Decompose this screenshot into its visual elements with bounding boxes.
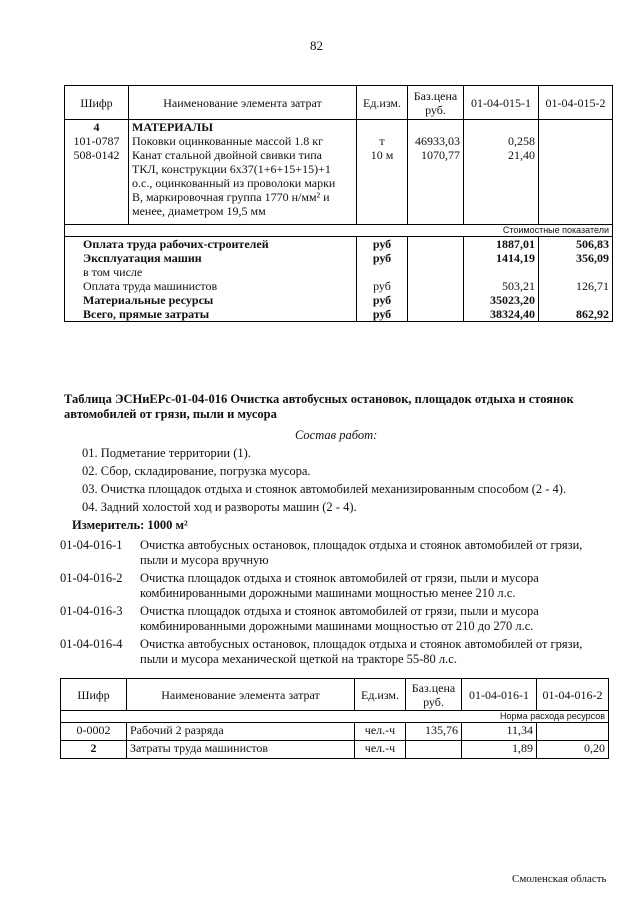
col-header: 01-04-016-1 bbox=[462, 679, 537, 711]
row-name: Рабочий 2 разряда bbox=[127, 723, 355, 741]
row-value bbox=[539, 148, 613, 224]
table-title: Таблица ЭСНиЕРс-01-04-016 Очистка автобусных остановок, площадок отдыха и стоянок bbox=[64, 392, 574, 406]
row-unit: чел.-ч bbox=[355, 723, 406, 741]
item-desc: комбинированными дорожными машинами мощностью от 210 до 270 л.с. bbox=[140, 619, 534, 633]
item-code: 01-04-016-1 bbox=[60, 538, 123, 552]
col-header: Ед.изм. bbox=[357, 86, 408, 120]
row-value: 0,20 bbox=[537, 741, 609, 759]
footer-region: Смоленская область bbox=[512, 873, 607, 885]
item-code: 01-04-016-4 bbox=[60, 637, 123, 651]
col-header: Наименование элемента затрат bbox=[127, 679, 355, 711]
row-unit: чел.-ч bbox=[355, 741, 406, 759]
row-name: Канат стальной двойной свивки типа ТКЛ, конструкции 6х37(1+6+15+15)+1 о.с., оцинкованный из проволоки марки В, маркировочная группа 1770 н/мм² и менее, диаметром 19,5 мм bbox=[129, 148, 357, 224]
measure: Измеритель: 1000 м² bbox=[72, 518, 188, 532]
row-value: 11,34 bbox=[462, 723, 537, 741]
col-header: Шифр bbox=[65, 86, 129, 120]
col-header: Ед.изм. bbox=[355, 679, 406, 711]
summary-row: Оплата труда машинистов руб 503,21 126,71 bbox=[65, 279, 613, 293]
row-code: 0-0002 bbox=[61, 723, 127, 741]
col-header: 01-04-015-2 bbox=[539, 86, 613, 120]
row-value bbox=[537, 723, 609, 741]
row-unit: 10 м bbox=[357, 148, 408, 224]
col-header: Баз.цена руб. bbox=[408, 86, 464, 120]
row-code: 508-0142 bbox=[65, 148, 129, 224]
col-header: 01-04-015-1 bbox=[464, 86, 539, 120]
summary-row: Эксплуатация машин руб 1414,19 356,09 bbox=[65, 251, 613, 265]
page-number: 82 bbox=[310, 38, 323, 53]
resource-table-016 bbox=[60, 678, 609, 759]
row-value: 0,258 bbox=[464, 134, 539, 148]
col-header: Наименование элемента затрат bbox=[129, 86, 357, 120]
cost-table-015 bbox=[64, 85, 613, 322]
row-code: 101-0787 bbox=[65, 134, 129, 148]
subheader: Стоимостные показатели bbox=[65, 224, 613, 236]
work-item: 04. Задний холостой ход и развороты машин (2 - 4). bbox=[82, 500, 357, 514]
summary-row: Материальные ресурсы руб 35023,20 bbox=[65, 293, 613, 307]
row-value: 1,89 bbox=[462, 741, 537, 759]
item-desc: пыли и мусора вручную bbox=[140, 553, 269, 567]
item-code: 01-04-016-2 bbox=[60, 571, 123, 585]
table-title-cont: автомобилей от грязи, пыли и мусора bbox=[64, 407, 277, 421]
works-title: Состав работ: bbox=[295, 428, 378, 442]
work-item: 02. Сбор, складирование, погрузка мусора. bbox=[82, 464, 311, 478]
row-price: 135,76 bbox=[406, 723, 462, 741]
item-desc: комбинированными дорожными машинами мощностью менее 210 л.с. bbox=[140, 586, 516, 600]
item-desc: Очистка площадок отдыха и стоянок автомобилей от грязи, пыли и мусора bbox=[140, 604, 539, 618]
col-header: 01-04-016-2 bbox=[537, 679, 609, 711]
col-header: Шифр bbox=[61, 679, 127, 711]
summary-row: Оплата труда рабочих-строителей руб 1887,01 506,83 bbox=[65, 236, 613, 251]
row-name: Затраты труда машинистов bbox=[127, 741, 355, 759]
summary-row: Всего, прямые затраты руб 38324,40 862,92 bbox=[65, 307, 613, 322]
item-desc: Очистка автобусных остановок, площадок отдыха и стоянок автомобилей от грязи, bbox=[140, 637, 583, 651]
row-unit: т bbox=[357, 134, 408, 148]
section-name: МАТЕРИАЛЫ bbox=[129, 120, 357, 135]
row-value bbox=[539, 134, 613, 148]
table-row bbox=[65, 134, 613, 148]
item-desc: Очистка площадок отдыха и стоянок автомобилей от грязи, пыли и мусора bbox=[140, 571, 539, 585]
section-code: 4 bbox=[65, 120, 129, 135]
item-code: 01-04-016-3 bbox=[60, 604, 123, 618]
col-header: Баз.цена руб. bbox=[406, 679, 462, 711]
table-row bbox=[61, 723, 609, 741]
item-desc: Очистка автобусных остановок, площадок отдыха и стоянок автомобилей от грязи, bbox=[140, 538, 583, 552]
subheader: Норма расхода ресурсов bbox=[61, 711, 609, 723]
item-desc: пыли и мусора механической щеткой на тракторе 55-80 л.с. bbox=[140, 652, 457, 666]
table-row bbox=[61, 741, 609, 759]
summary-row: в том числе bbox=[65, 265, 613, 279]
row-value: 21,40 bbox=[464, 148, 539, 224]
row-price: 1070,77 bbox=[408, 148, 464, 224]
table-row bbox=[65, 148, 613, 224]
work-item: 01. Подметание территории (1). bbox=[82, 446, 251, 460]
row-price: 46933,03 bbox=[408, 134, 464, 148]
row-name: Поковки оцинкованные массой 1.8 кг bbox=[129, 134, 357, 148]
table-row bbox=[65, 120, 613, 135]
row-price bbox=[406, 741, 462, 759]
row-code: 2 bbox=[61, 741, 127, 759]
work-item: 03. Очистка площадок отдыха и стоянок автомобилей механизированным способом (2 - 4). bbox=[82, 482, 567, 496]
